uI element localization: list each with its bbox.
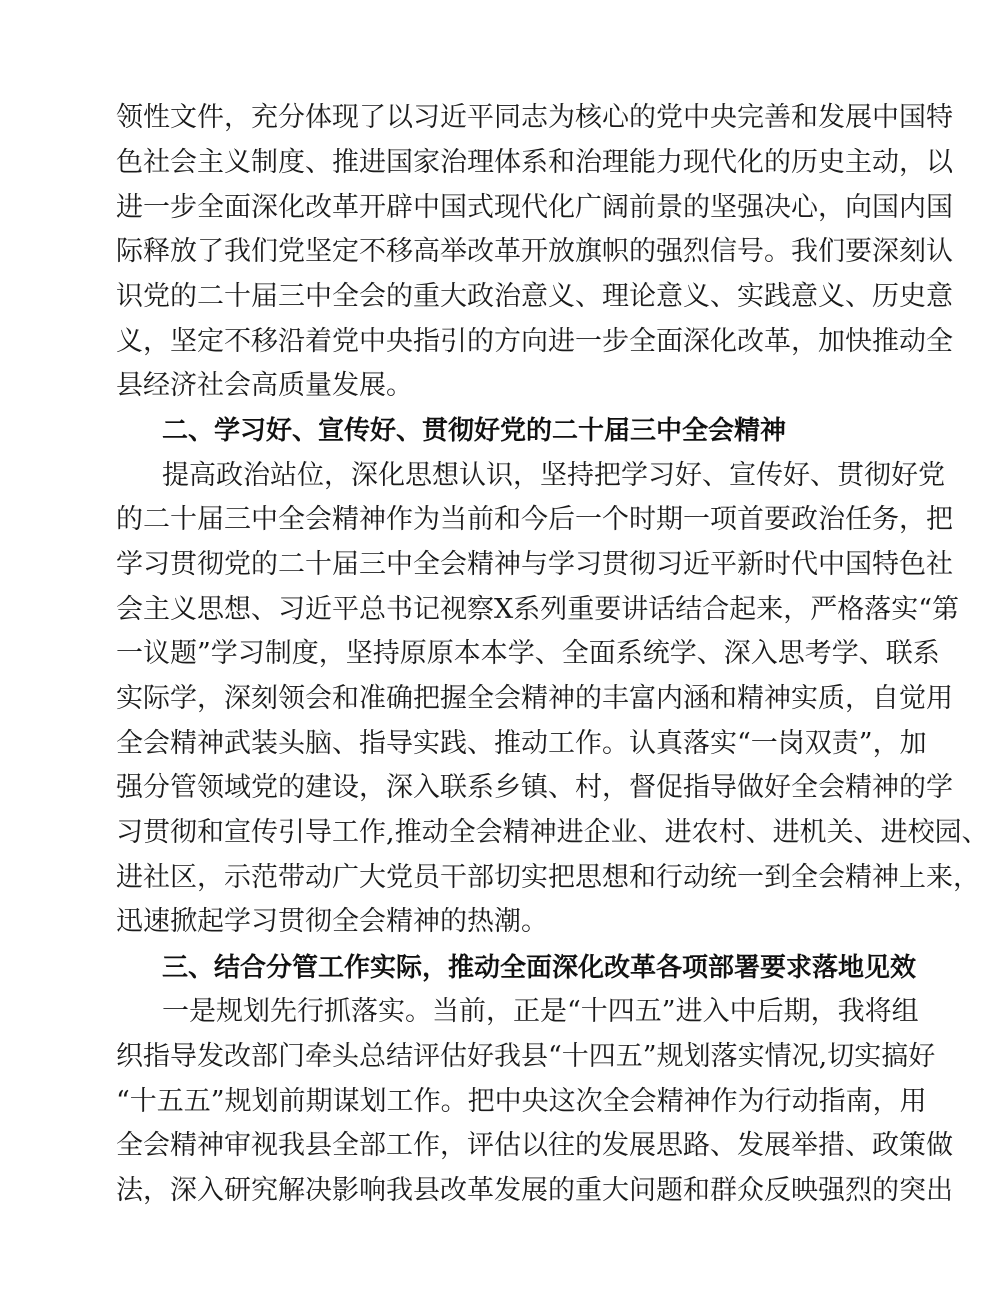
paragraph-line: 强分管领域党的建设，深入联系乡镇、村，督促指导做好全会精神的学	[116, 772, 953, 803]
paragraph-line: 实际学，深刻领会和准确把握全会精神的丰富内涵和精神实质，自觉用	[116, 683, 953, 714]
paragraph-line: 一议题”学习制度，坚持原原本本学、全面系统学、深入思考学、联系	[116, 638, 940, 669]
paragraph-line: 领性文件，充分体现了以习近平同志为核心的党中央完善和发展中国特	[116, 102, 953, 133]
paragraph-line: 县经济社会高质量发展。	[116, 370, 413, 401]
paragraph-line: 会主义思想、习近平总书记视察X系列重要讲话结合起来，严格落实“第	[116, 594, 960, 625]
paragraph-line: 的二十届三中全会精神作为当前和今后一个时期一项首要政治任务，把	[116, 504, 953, 535]
paragraph-line: “十五五”规划前期谋划工作。把中央这次全会精神作为行动指南，用	[116, 1086, 927, 1117]
paragraph-line: 迅速掀起学习贯彻全会精神的热潮。	[116, 906, 548, 937]
paragraph-line: 法，深入研究解决影响我县改革发展的重大问题和群众反映强烈的突出	[116, 1175, 953, 1206]
paragraph-line: 进一步全面深化改革开辟中国式现代化广阔前景的坚强决心，向国内国	[116, 192, 953, 223]
paragraph-line: 一是规划先行抓落实。当前，正是“十四五”进入中后期，我将组	[162, 996, 919, 1027]
paragraph-line: 进社区，示范带动广大党员干部切实把思想和行动统一到全会精神上来，	[116, 862, 980, 893]
paragraph-line: 全会精神武装头脑、指导实践、推动工作。认真落实“一岗双责”，加	[116, 728, 927, 759]
section-heading-3: 三、结合分管工作实际，推动全面深化改革各项部署要求落地见效	[162, 953, 917, 983]
paragraph-line: 识党的二十届三中全会的重大政治意义、理论意义、实践意义、历史意	[116, 281, 953, 312]
paragraph-line: 色社会主义制度、推进国家治理体系和治理能力现代化的历史主动，以	[116, 147, 953, 178]
paragraph-line: 织指导发改部门牵头总结评估好我县“十四五”规划落实情况,切实搞好	[116, 1041, 936, 1072]
paragraph-line: 学习贯彻党的二十届三中全会精神与学习贯彻习近平新时代中国特色社	[116, 549, 953, 580]
paragraph-line: 义，坚定不移沿着党中央指引的方向进一步全面深化改革，加快推动全	[116, 326, 953, 357]
paragraph-line: 习贯彻和宣传引导工作,推动全会精神进企业、进农村、进机关、进校园、	[116, 817, 989, 848]
paragraph-line: 全会精神审视我县全部工作，评估以往的发展思路、发展举措、政策做	[116, 1130, 953, 1161]
paragraph-line: 提高政治站位，深化思想认识，坚持把学习好、宣传好、贯彻好党	[162, 460, 945, 491]
paragraph-line: 际释放了我们党坚定不移高举改革开放旗帜的强烈信号。我们要深刻认	[116, 236, 953, 267]
section-heading-2: 二、学习好、宣传好、贯彻好党的二十届三中全会精神	[162, 416, 787, 446]
